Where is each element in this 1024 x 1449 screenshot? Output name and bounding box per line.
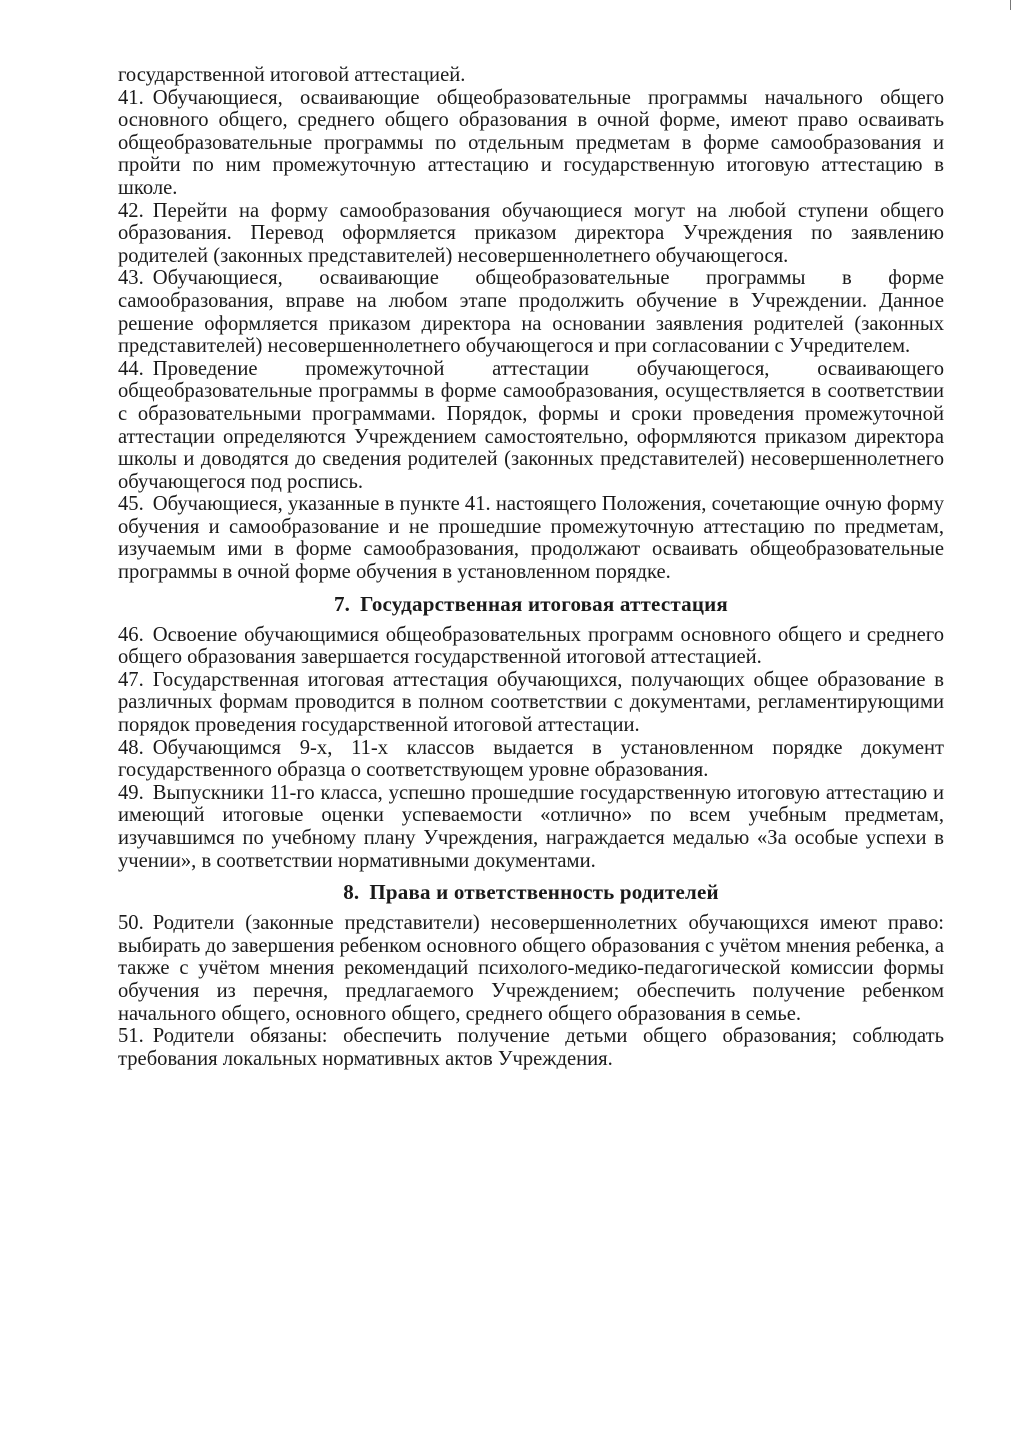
paragraph-number: 51. [118,1025,144,1048]
paragraph-41 [118,87,944,200]
paragraph-number: 45. [118,493,144,516]
paragraph-number: 46. [118,623,144,646]
paragraph-45 [118,493,944,583]
paragraph-text: Обучающимся 9-х, 11-х классов выдается в установленном порядке документ государственного образца о соответствующем уровне образования. [118,736,944,782]
section-title: Права и ответственность родителей [369,880,719,905]
paragraph-48 [118,737,944,782]
section-number: 8. [343,880,360,905]
paragraph-text: Государственная итоговая аттестация обучающихся, получающих общее образование в различных формам проводится в полном соответствии с документами, регламентирующими порядок проведения государственной итоговой аттестации. [118,668,944,737]
paragraph-51 [118,1025,944,1070]
paragraph-text: Обучающиеся, указанные в пункте 41. настоящего Положения, сочетающие очную форму обучения и самообразование и не прошедшие промежуточную аттестацию по предметам, изучаемым ими в форме самообразования, продолжают осваивать общеобразовательные программы в очной форме обучения в установленном порядке. [118,493,944,584]
paragraph-number: 41. [118,86,144,109]
paragraph-50 [118,912,944,1025]
paragraph-text: Родители (законные представители) несовершеннолетних обучающихся имеют право: выбирать до завершения ребенком основного общего образования с учётом мнения ребенка, а также с учётом мнения рекомендаций психолого-медико-педагогической комиссии формы обучения из перечня, предлагаемого Учреждением; обеспечить получение ребенком начального общего, основного общего, среднего общего образования в семье. [118,912,944,1025]
section-heading-7 [118,592,944,616]
paragraph-46 [118,624,944,669]
paragraph-49 [118,782,944,872]
paragraph-44 [118,358,944,494]
paragraph-text: Проведение промежуточной аттестации обучающегося, осваивающего общеобразовательные программы в форме самообразования, осуществляется в соответствии с образовательными программами. Порядок, формы и сроки проведения промежуточной аттестации определяются Учреждением самостоятельно, оформляются приказом директора школы и доводятся до сведения родителей (законных представителей) несовершеннолетнего обучающегося под роспись. [118,357,944,493]
paragraph-text: Родители обязаны: обеспечить получение детьми общего образования; соблюдать требования локальных нормативных актов Учреждения. [118,1025,944,1070]
paragraph-number: 44. [118,357,144,380]
paragraph-continuation [118,64,944,87]
paragraph-text: Перейти на форму самообразования обучающиеся могут на любой ступени общего образования. Перевод оформляется приказом директора Учреждения по заявлению родителей (законных представителей) несовершеннолетнего обучающегося. [118,199,944,267]
paragraph-text: Обучающиеся, осваивающие общеобразовательные программы в форме самообразования, вправе на любом этапе продолжить обучение в Учреждении. Данное решение оформляется приказом директора на основании заявления родителей (законных представителей) несовершеннолетнего обучающегося и при согласовании с Учредителем. [118,267,944,358]
paragraph-text: Обучающиеся, осваивающие общеобразовательные программы начального общего основного общего, среднего общего образования в очной форме, имеют право осваивать общеобразовательные программы по отдельным предметам в форме самообразования и пройти по ним промежуточную аттестацию и государственную итоговую аттестацию в школе. [118,86,944,199]
paragraph-42 [118,200,944,268]
scan-edge-mark [1010,0,1011,10]
paragraph-number: 48. [118,736,144,759]
paragraph-number: 50. [118,912,144,935]
paragraph-text: государственной итоговой аттестацией. [118,64,466,86]
paragraph-47 [118,669,944,737]
paragraph-number: 43. [118,267,144,290]
section-heading-8 [118,880,944,904]
document-page [118,64,944,1070]
paragraph-number: 42. [118,199,144,222]
section-title: Государственная итоговая аттестация [360,591,728,616]
section-number: 7. [333,591,351,616]
paragraph-number: 49. [118,781,144,804]
paragraph-number: 47. [118,668,144,691]
paragraph-43 [118,267,944,357]
paragraph-text: Выпускники 11-го класса, успешно прошедшие государственную итоговую аттестацию и имеющий итоговые оценки успеваемости «отлично» по всем учебным предметам, изучавшимся по учебному плану Учреждения, награждается медалью «За особые успехи в учении», в соответствии нормативными документами. [118,781,944,872]
paragraph-text: Освоение обучающимися общеобразовательных программ основного общего и среднего общего образования завершается государственной итоговой аттестацией. [118,623,944,669]
